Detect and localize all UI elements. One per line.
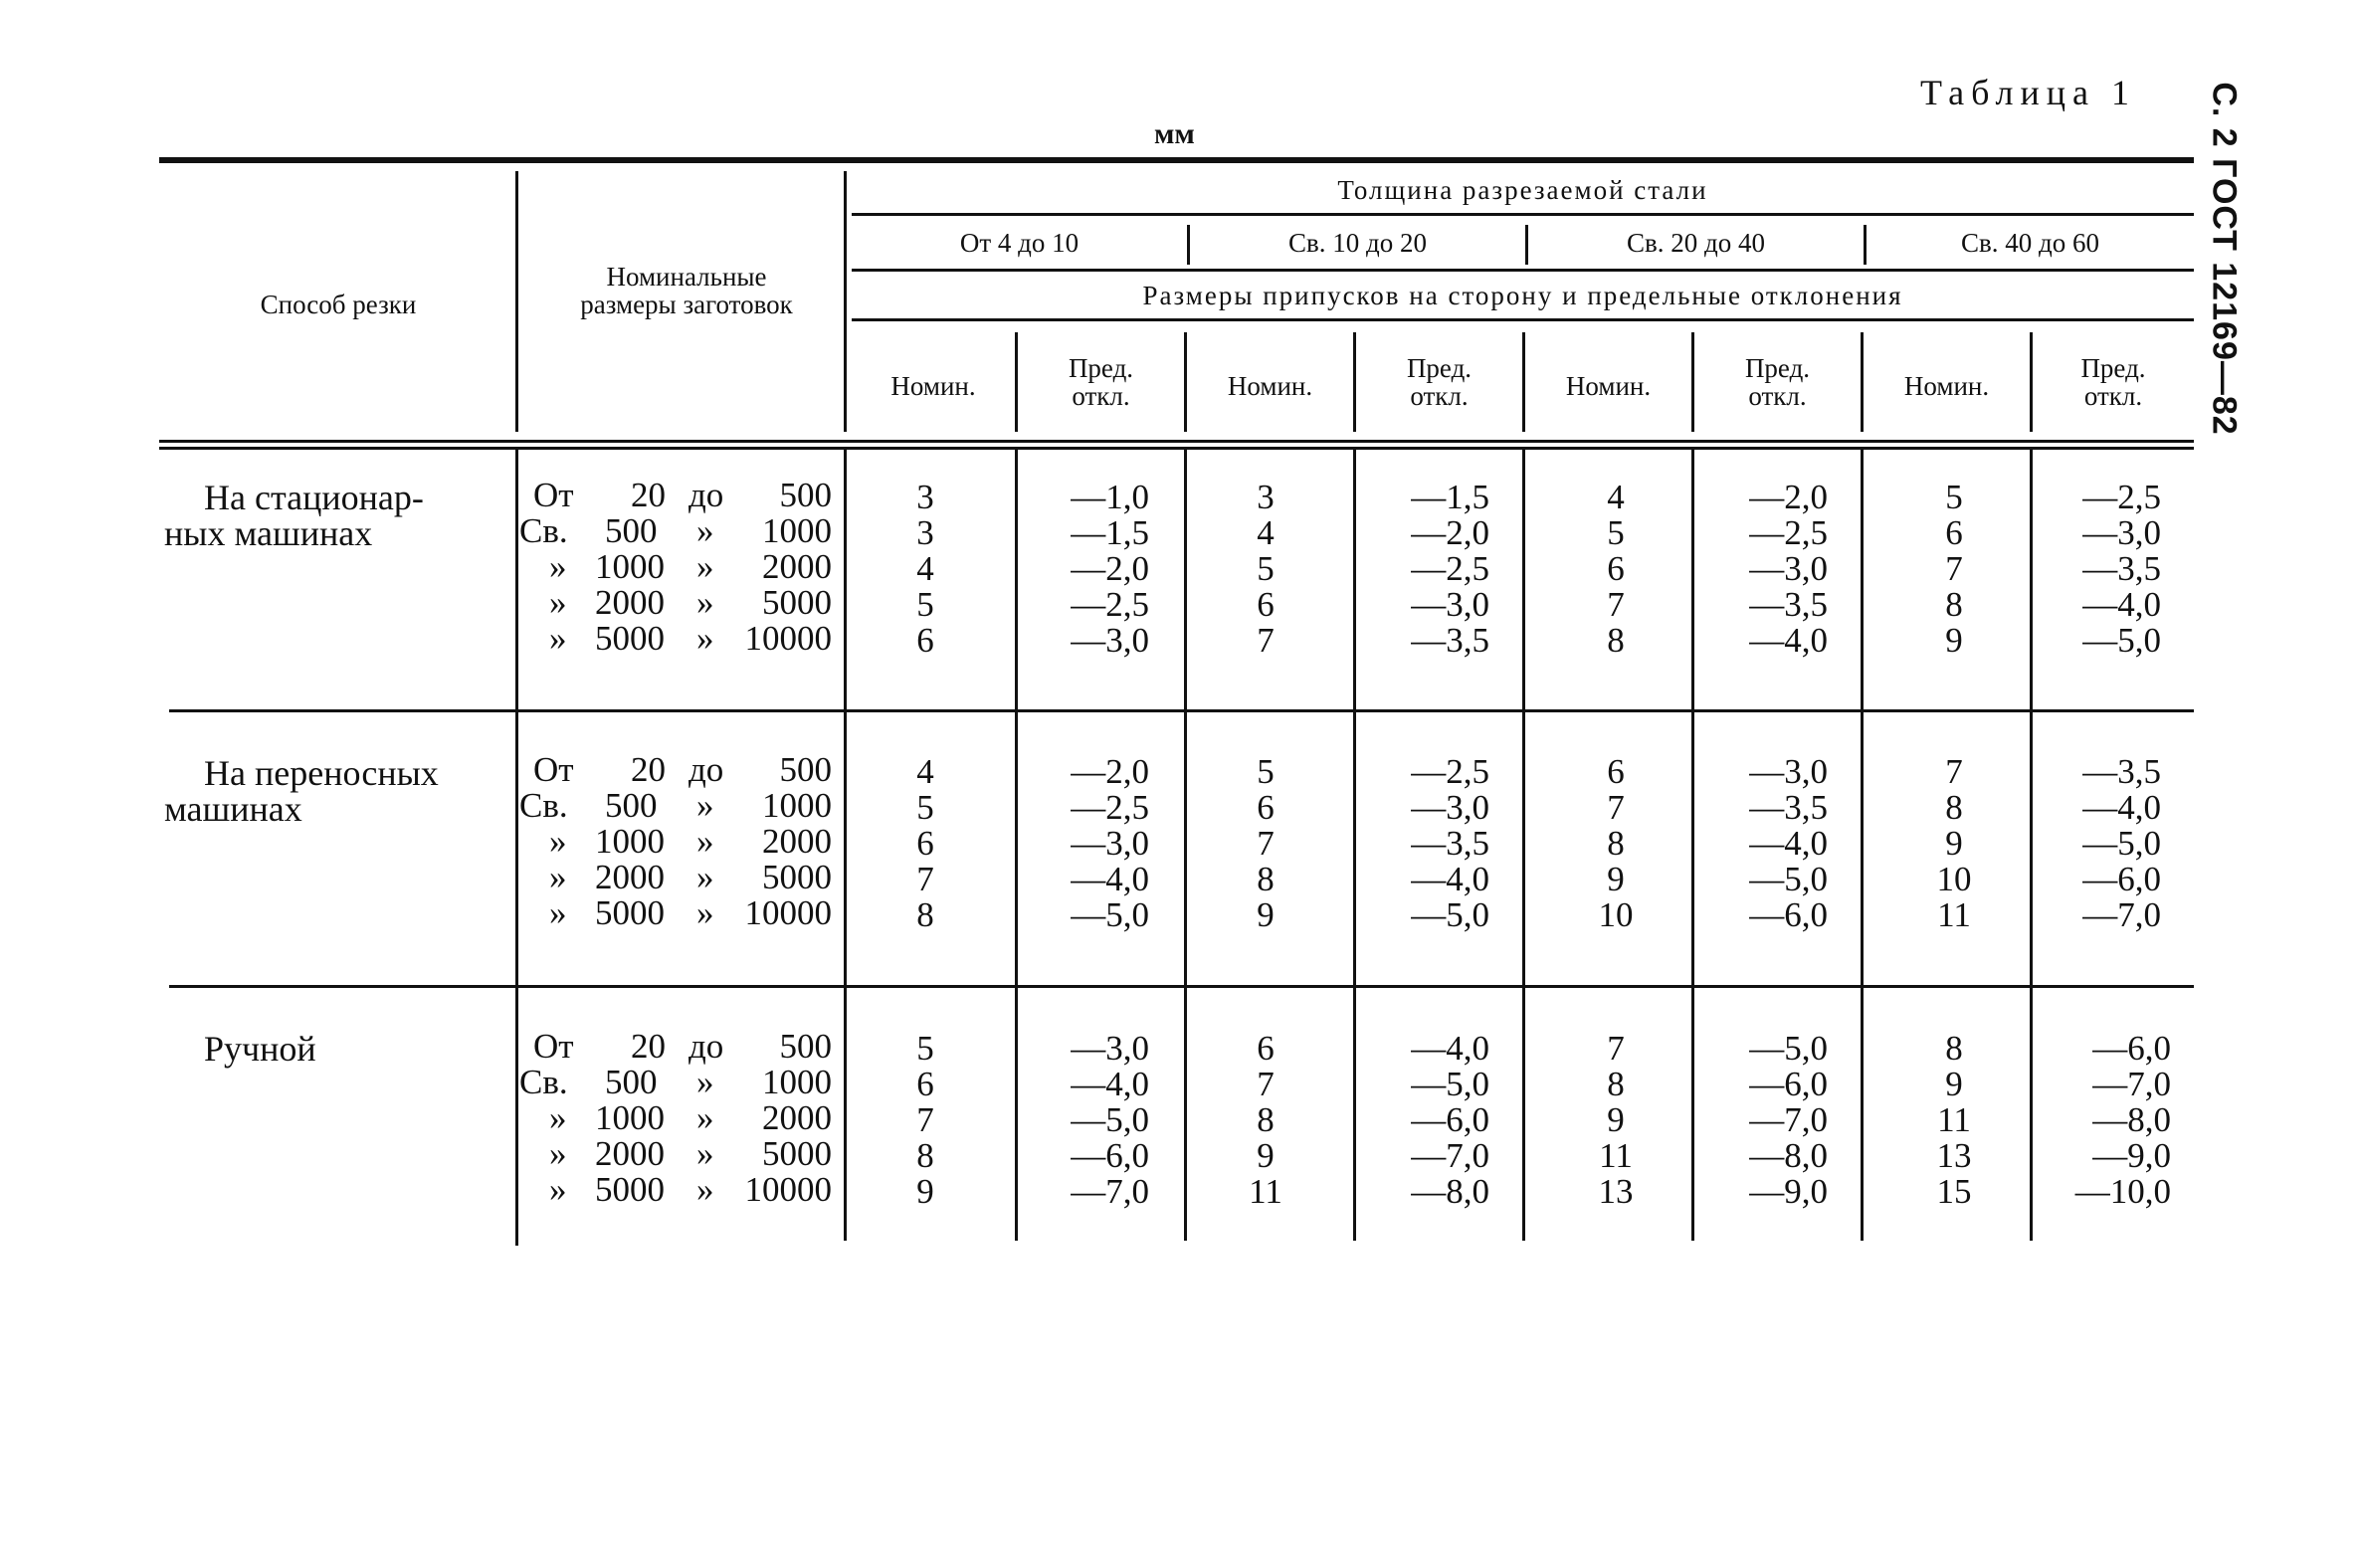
header-range-4: Св. 40 до 60: [1961, 228, 2099, 258]
size-from: 500: [605, 1063, 658, 1101]
size-sep: »: [696, 1134, 714, 1173]
size-row: [519, 1029, 838, 1065]
size-to: 1000: [762, 1063, 832, 1101]
value-cell: —2,0: [1071, 752, 1149, 791]
value-cell: —1,0: [1071, 478, 1149, 516]
value-cell: 7: [1257, 621, 1275, 660]
method-label: [164, 755, 439, 827]
size-from: 500: [605, 786, 658, 825]
size-row: [519, 549, 838, 585]
value-cell: —2,0: [1411, 513, 1489, 552]
header-range-1: От 4 до 10: [959, 228, 1080, 258]
value-cell: 3: [916, 478, 934, 516]
body-vline-6: [1861, 450, 1864, 1241]
value-cell: —2,5: [2082, 478, 2161, 516]
value-cell: 8: [1257, 1100, 1275, 1139]
size-row: [519, 513, 838, 549]
value-cell: 4: [916, 752, 934, 791]
value-cell: —6,0: [1749, 895, 1828, 934]
header-dev-2-top: Пред.: [1406, 353, 1473, 383]
value-cell: —3,0: [1411, 585, 1489, 624]
value-cell: —4,0: [2082, 585, 2161, 624]
value-cell: —4,0: [1411, 1029, 1489, 1068]
value-cell: —6,0: [2082, 860, 2161, 898]
value-cell: —4,0: [2082, 788, 2161, 827]
header-dev-3-top: Пред.: [1744, 353, 1811, 383]
value-cell: 10: [1936, 860, 1972, 898]
header-hline-allowances: [852, 318, 2194, 321]
header-allowances: Размеры припусков на сторону и предельные отклонения: [1142, 281, 1903, 310]
value-cell: 7: [1607, 788, 1625, 827]
header-nomin-1: Номин.: [890, 371, 976, 401]
value-cell: —2,0: [1071, 549, 1149, 588]
method-line-1: Ручной: [204, 1029, 316, 1069]
value-cell: —9,0: [1749, 1172, 1828, 1211]
value-cell: 9: [1607, 1100, 1625, 1139]
dev-column: [1365, 754, 1489, 933]
value-cell: 13: [1936, 1136, 1972, 1175]
size-to: 10000: [744, 619, 832, 658]
value-cell: 11: [1937, 1100, 1971, 1139]
value-cell: —3,0: [1071, 1029, 1149, 1068]
size-row: [519, 752, 838, 788]
size-sep: »: [696, 1063, 714, 1101]
body-vline-sizes: [515, 450, 518, 1246]
value-cell: —5,0: [2082, 621, 2161, 660]
size-row: [519, 895, 838, 931]
size-sep: »: [696, 547, 714, 586]
value-cell: 11: [1937, 895, 1971, 934]
value-cell: 7: [1607, 1029, 1625, 1068]
top-rule: [159, 157, 2194, 163]
size-to: 500: [779, 750, 832, 789]
size-row: [519, 1065, 838, 1100]
size-sep: до: [688, 1027, 724, 1066]
size-prefix: Св.: [519, 786, 568, 825]
size-prefix: »: [549, 619, 567, 658]
value-cell: 9: [1945, 824, 1963, 863]
size-row: [519, 824, 838, 860]
size-from: 1000: [595, 1098, 665, 1137]
value-cell: 6: [916, 621, 934, 660]
value-cell: —2,5: [1411, 752, 1489, 791]
size-from: 20: [631, 750, 666, 789]
body-vline-1: [1015, 450, 1018, 1241]
size-row: [519, 1172, 838, 1208]
header-dev-4: [2033, 354, 2194, 411]
value-cell: —3,5: [1749, 788, 1828, 827]
nomin-column: [876, 754, 975, 933]
header-rule-1: [159, 440, 2194, 443]
value-cell: —2,5: [1071, 585, 1149, 624]
method-line-1: На стационар-: [204, 478, 424, 517]
dev-column: [1703, 754, 1828, 933]
header-method: Способ резки: [260, 290, 417, 319]
size-row: [519, 1100, 838, 1136]
size-to: 10000: [744, 1170, 832, 1209]
header-vline-2: [844, 171, 847, 432]
value-cell: —4,0: [1071, 1065, 1149, 1103]
value-cell: 6: [1607, 549, 1625, 588]
size-row: [519, 478, 838, 513]
value-cell: 10: [1598, 895, 1634, 934]
size-to: 5000: [762, 583, 832, 622]
size-sep: »: [696, 619, 714, 658]
size-sep: »: [696, 893, 714, 932]
size-prefix: »: [549, 1098, 567, 1137]
value-cell: 9: [1607, 860, 1625, 898]
value-cell: 4: [916, 549, 934, 588]
value-cell: 7: [1257, 824, 1275, 863]
value-cell: 4: [1607, 478, 1625, 516]
value-cell: 7: [916, 1100, 934, 1139]
size-from: 5000: [595, 1170, 665, 1209]
header-vline-1: [515, 171, 518, 432]
header-range-3: Св. 20 до 40: [1627, 228, 1765, 258]
value-cell: 11: [1599, 1136, 1633, 1175]
header-dev-1: [1018, 354, 1184, 411]
value-cell: —3,0: [1411, 788, 1489, 827]
header-nomin-4: Номин.: [1903, 371, 1990, 401]
value-cell: —8,0: [2092, 1100, 2171, 1139]
nomin-column: [876, 1031, 975, 1210]
size-from: 1000: [595, 547, 665, 586]
value-cell: 5: [916, 788, 934, 827]
body-vline-4: [1522, 450, 1525, 1241]
size-sep: »: [696, 858, 714, 896]
value-cell: 9: [1257, 1136, 1275, 1175]
method-label: [164, 1031, 316, 1067]
value-cell: 6: [1257, 585, 1275, 624]
value-cell: —3,5: [2082, 549, 2161, 588]
value-cell: 6: [1257, 788, 1275, 827]
value-cell: —1,5: [1411, 478, 1489, 516]
body-vline-2: [1184, 450, 1187, 1241]
value-cell: —5,0: [1071, 895, 1149, 934]
value-cell: —8,0: [1411, 1172, 1489, 1211]
value-cell: 3: [916, 513, 934, 552]
header-dev-3-bottom: откл.: [1748, 381, 1807, 412]
header-dev-4-bottom: откл.: [2083, 381, 2143, 412]
value-cell: 5: [1257, 549, 1275, 588]
value-cell: 8: [1945, 585, 1963, 624]
size-prefix: Св.: [519, 1063, 568, 1101]
size-to: 2000: [762, 547, 832, 586]
header-nomin-2: Номин.: [1227, 371, 1313, 401]
size-from: 2000: [595, 1134, 665, 1173]
dev-column: [2042, 480, 2161, 659]
size-prefix: »: [549, 822, 567, 861]
header-range-2: Св. 10 до 20: [1288, 228, 1427, 258]
size-to: 10000: [744, 893, 832, 932]
size-sep: »: [696, 511, 714, 550]
value-cell: —3,0: [1749, 549, 1828, 588]
header-nomin-3: Номин.: [1565, 371, 1652, 401]
value-cell: 5: [1257, 752, 1275, 791]
size-to: 1000: [762, 511, 832, 550]
size-row: [519, 621, 838, 657]
header-dev-1-bottom: откл.: [1072, 381, 1130, 412]
unit-label: мм: [1154, 117, 1195, 150]
value-cell: —3,0: [2082, 513, 2161, 552]
value-cell: 15: [1936, 1172, 1972, 1211]
size-prefix: »: [549, 1170, 567, 1209]
value-cell: —2,5: [1411, 549, 1489, 588]
size-prefix: Св.: [519, 511, 568, 550]
value-cell: 7: [916, 860, 934, 898]
dev-column: [1365, 1031, 1489, 1210]
value-cell: —6,0: [1071, 1136, 1149, 1175]
value-cell: —4,0: [1071, 860, 1149, 898]
size-from: 1000: [595, 822, 665, 861]
size-prefix: От: [533, 476, 574, 514]
value-cell: 5: [916, 1029, 934, 1068]
dev-column: [1025, 754, 1149, 933]
value-cell: —2,0: [1749, 478, 1828, 516]
dev-column: [2042, 1031, 2171, 1210]
size-prefix: От: [533, 750, 574, 789]
value-cell: 8: [1945, 1029, 1963, 1068]
value-cell: 9: [916, 1172, 934, 1211]
value-cell: 7: [1257, 1065, 1275, 1103]
value-cell: 8: [916, 1136, 934, 1175]
size-prefix: От: [533, 1027, 574, 1066]
value-cell: 8: [916, 895, 934, 934]
value-cell: —7,0: [1071, 1172, 1149, 1211]
value-cell: 7: [1945, 752, 1963, 791]
header-thickness: Толщина разрезаемой стали: [1337, 175, 1708, 205]
value-cell: 6: [916, 1065, 934, 1103]
method-line-2: ных машинах: [164, 513, 373, 553]
value-cell: —7,0: [1749, 1100, 1828, 1139]
size-from: 5000: [595, 619, 665, 658]
nomin-column: [876, 480, 975, 659]
value-cell: —5,0: [1749, 1029, 1828, 1068]
size-sep: »: [696, 1170, 714, 1209]
value-cell: —9,0: [2092, 1136, 2171, 1175]
header-dev-3: [1694, 354, 1861, 411]
size-to: 1000: [762, 786, 832, 825]
size-from: 2000: [595, 583, 665, 622]
value-cell: 6: [916, 824, 934, 863]
body-vline-5: [1691, 450, 1694, 1241]
value-cell: —3,0: [1071, 621, 1149, 660]
value-cell: —3,5: [1411, 824, 1489, 863]
size-sep: до: [688, 476, 724, 514]
value-cell: 5: [1607, 513, 1625, 552]
size-prefix: »: [549, 1134, 567, 1173]
value-cell: —4,0: [1749, 621, 1828, 660]
nomin-column: [1904, 754, 2004, 933]
value-cell: —5,0: [1071, 1100, 1149, 1139]
value-cell: —6,0: [2092, 1029, 2171, 1068]
value-cell: 7: [1607, 585, 1625, 624]
value-cell: —6,0: [1411, 1100, 1489, 1139]
size-prefix: »: [549, 893, 567, 932]
size-prefix: »: [549, 547, 567, 586]
value-cell: 8: [1607, 621, 1625, 660]
size-sep: »: [696, 583, 714, 622]
size-row: [519, 788, 838, 824]
size-from: 20: [631, 476, 666, 514]
size-sep: »: [696, 1098, 714, 1137]
value-cell: 6: [1945, 513, 1963, 552]
value-cell: —4,0: [1749, 824, 1828, 863]
header-dev-4-top: Пред.: [2080, 353, 2146, 383]
value-cell: 9: [1945, 1065, 1963, 1103]
group-separator-2: [169, 985, 2194, 988]
size-from: 5000: [595, 893, 665, 932]
body-vline-3: [1353, 450, 1356, 1241]
value-cell: 8: [1607, 824, 1625, 863]
size-prefix: »: [549, 858, 567, 896]
value-cell: 8: [1607, 1065, 1625, 1103]
table-caption: Таблица 1: [1920, 73, 2136, 112]
size-sep: до: [688, 750, 724, 789]
side-label: [2199, 80, 2249, 438]
value-cell: —2,5: [1071, 788, 1149, 827]
method-line-2: машинах: [164, 789, 302, 829]
header-dev-2: [1356, 354, 1522, 411]
value-cell: —7,0: [2082, 895, 2161, 934]
value-cell: 9: [1945, 621, 1963, 660]
value-cell: —3,0: [1749, 752, 1828, 791]
value-cell: —3,5: [2082, 752, 2161, 791]
value-cell: —8,0: [1749, 1136, 1828, 1175]
value-cell: —6,0: [1749, 1065, 1828, 1103]
size-to: 2000: [762, 822, 832, 861]
method-label: [164, 480, 424, 551]
value-cell: —10,0: [2074, 1172, 2171, 1211]
method-line-1: На переносных: [204, 753, 439, 793]
size-prefix: »: [549, 583, 567, 622]
size-to: 500: [779, 1027, 832, 1066]
value-cell: —7,0: [1411, 1136, 1489, 1175]
value-cell: 5: [1945, 478, 1963, 516]
value-cell: 13: [1598, 1172, 1634, 1211]
nomin-column: [1216, 1031, 1315, 1210]
size-row: [519, 585, 838, 621]
value-cell: —5,0: [1749, 860, 1828, 898]
value-cell: —5,0: [2082, 824, 2161, 863]
size-from: 2000: [595, 858, 665, 896]
value-cell: —4,0: [1411, 860, 1489, 898]
group-separator-1: [169, 709, 2194, 712]
value-cell: —3,5: [1411, 621, 1489, 660]
value-cell: 4: [1257, 513, 1275, 552]
dev-column: [1025, 480, 1149, 659]
nomin-column: [1216, 480, 1315, 659]
size-from: 20: [631, 1027, 666, 1066]
nomin-column: [1566, 1031, 1666, 1210]
value-cell: 7: [1945, 549, 1963, 588]
value-cell: —2,5: [1749, 513, 1828, 552]
value-cell: 6: [1257, 1029, 1275, 1068]
header-sizes: Номинальные размеры заготовок: [580, 262, 793, 320]
value-cell: 9: [1257, 895, 1275, 934]
dev-column: [1703, 480, 1828, 659]
dev-column: [1365, 480, 1489, 659]
body-vline-values: [844, 450, 847, 1241]
nomin-column: [1904, 480, 2004, 659]
value-cell: —1,5: [1071, 513, 1149, 552]
value-cell: 11: [1249, 1172, 1282, 1211]
nomin-column: [1904, 1031, 2004, 1210]
value-cell: 3: [1257, 478, 1275, 516]
size-to: 5000: [762, 1134, 832, 1173]
dev-column: [1025, 1031, 1149, 1210]
side-label-text: С. 2 ГОСТ 12169—82: [2205, 82, 2244, 436]
value-cell: 8: [1257, 860, 1275, 898]
value-cell: —3,0: [1071, 824, 1149, 863]
size-to: 2000: [762, 1098, 832, 1137]
size-sep: »: [696, 822, 714, 861]
dev-column: [1703, 1031, 1828, 1210]
nomin-column: [1566, 480, 1666, 659]
size-to: 5000: [762, 858, 832, 896]
size-from: 500: [605, 511, 658, 550]
value-cell: 8: [1945, 788, 1963, 827]
nomin-column: [1566, 754, 1666, 933]
value-cell: —5,0: [1411, 895, 1489, 934]
value-cell: 6: [1607, 752, 1625, 791]
header-hline-ranges: [852, 269, 2194, 272]
body-vline-7: [2030, 450, 2033, 1241]
size-row: [519, 860, 838, 895]
header-dev-1-top: Пред.: [1068, 353, 1134, 383]
header-hline-thickness: [852, 213, 2194, 216]
value-cell: 5: [916, 585, 934, 624]
value-cell: —5,0: [1411, 1065, 1489, 1103]
size-sep: »: [696, 786, 714, 825]
value-cell: —3,5: [1749, 585, 1828, 624]
header-dev-2-bottom: откл.: [1410, 381, 1469, 412]
header-rule-2: [159, 447, 2194, 450]
size-to: 500: [779, 476, 832, 514]
nomin-column: [1216, 754, 1315, 933]
dev-column: [2042, 754, 2161, 933]
size-row: [519, 1136, 838, 1172]
value-cell: —7,0: [2092, 1065, 2171, 1103]
